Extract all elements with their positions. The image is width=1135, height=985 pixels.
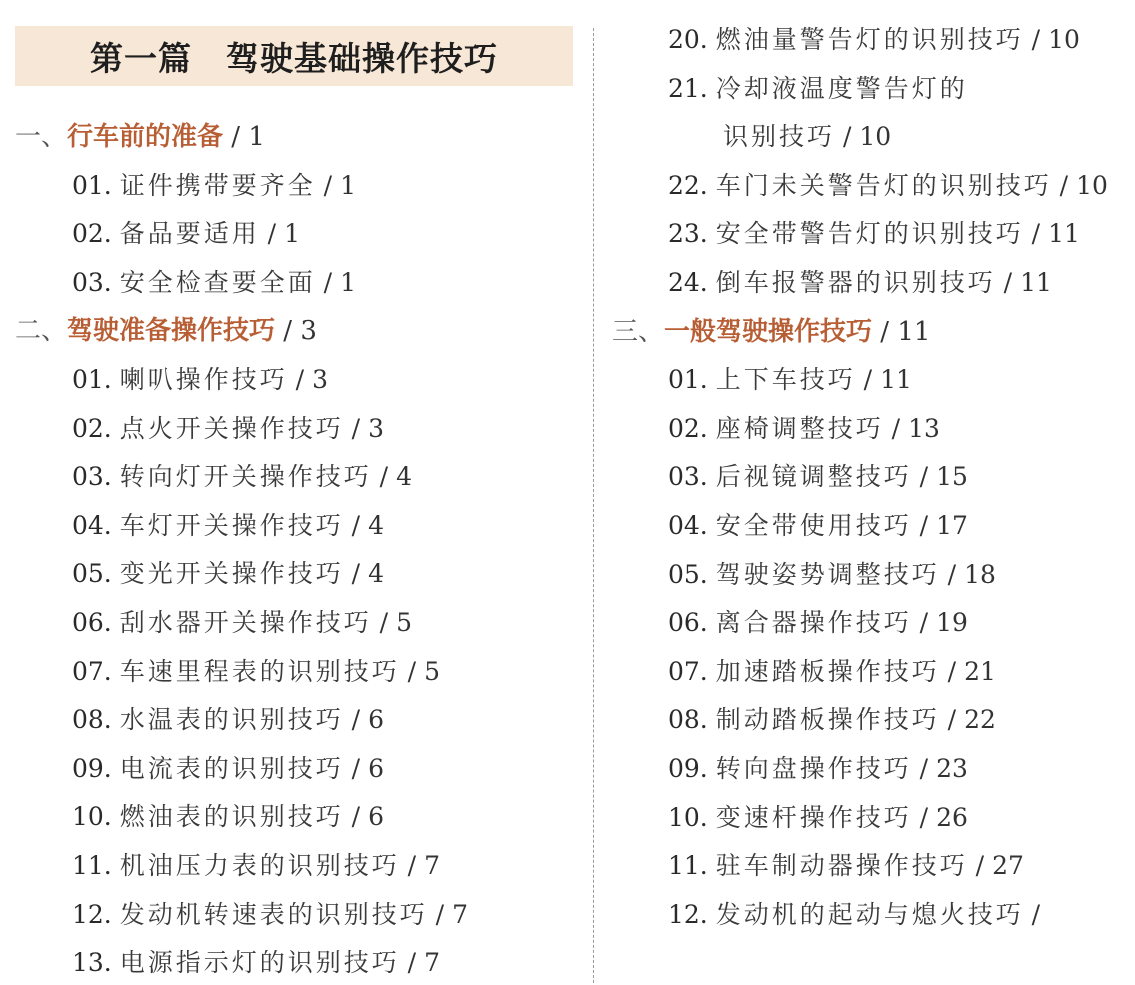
page-number: 10 <box>1076 170 1108 200</box>
entry-title: 备品要适用 <box>119 219 260 249</box>
toc-section <box>15 120 265 154</box>
page-separator: / <box>835 122 860 152</box>
page-number: 1 <box>248 122 265 152</box>
page-separator: / <box>315 170 341 200</box>
toc-entry <box>668 558 996 592</box>
part-title-banner <box>15 26 573 86</box>
page-number: 7 <box>452 899 468 929</box>
entry-number: 06. <box>72 608 120 637</box>
page-separator: / <box>911 608 937 638</box>
entry-number: 08. <box>668 705 716 735</box>
page-separator: / <box>371 462 397 492</box>
entry-title: 上下车技巧 <box>715 365 856 395</box>
entry-title: 后视镜调整技巧 <box>715 462 912 492</box>
page-separator: / <box>275 316 301 347</box>
entry-number: 05. <box>668 559 716 589</box>
entry-number: 13. <box>72 948 120 978</box>
page-number: 5 <box>396 608 412 637</box>
page-separator: / <box>1023 219 1049 249</box>
entry-number: 04. <box>72 510 120 540</box>
toc-entry <box>668 849 1024 883</box>
toc-entry <box>668 72 968 106</box>
entry-title: 转向盘操作技巧 <box>715 754 912 783</box>
entry-title: 驻车制动器操作技巧 <box>715 851 968 881</box>
entry-number: 07. <box>72 656 120 686</box>
page-number: 11 <box>897 316 931 347</box>
entry-title: 座椅调整技巧 <box>715 413 884 443</box>
page-number: 11 <box>1020 268 1052 297</box>
page-separator: / <box>343 753 369 783</box>
entry-number: 03. <box>668 462 716 492</box>
toc-entry <box>668 266 1052 300</box>
page-number: 17 <box>936 511 968 540</box>
page-separator: / <box>371 608 397 637</box>
toc-entry <box>668 898 1040 932</box>
page-number: 15 <box>936 462 968 492</box>
page-separator: / <box>399 948 425 978</box>
page-separator: / <box>343 510 369 540</box>
page-separator: / <box>1023 25 1049 54</box>
entry-number: 23. <box>668 219 716 249</box>
page-separator: / <box>343 802 369 832</box>
toc-entry <box>72 655 440 689</box>
page-number: 1 <box>340 267 356 297</box>
toc-entry <box>72 752 384 786</box>
page-separator: / <box>259 219 285 249</box>
entry-title: 驾驶姿势调整技巧 <box>715 559 940 589</box>
page-number: 7 <box>424 948 440 978</box>
entry-title: 安全带使用技巧 <box>715 511 912 540</box>
section-number: 三、 <box>612 316 665 347</box>
page-separator: / <box>1051 170 1077 200</box>
entry-number: 04. <box>668 511 716 540</box>
page-separator: / <box>287 365 313 394</box>
page-separator: / <box>343 705 369 735</box>
page-number: 22 <box>964 705 996 735</box>
toc-entry <box>668 606 968 640</box>
page-number: 1 <box>284 219 300 249</box>
toc-entry <box>668 509 968 543</box>
entry-title: 电源指示灯的识别技巧 <box>119 948 400 978</box>
section-number: 二、 <box>15 316 68 347</box>
entry-number: 10. <box>72 802 120 832</box>
entry-number: 02. <box>668 413 716 443</box>
entry-number: 11. <box>72 851 120 880</box>
page-number: 11 <box>880 365 912 395</box>
entry-title: 安全检查要全面 <box>119 267 316 297</box>
entry-title: 发动机转速表的识别技巧 <box>119 899 428 929</box>
entry-number: 10. <box>668 802 716 832</box>
entry-number: 08. <box>72 705 120 735</box>
entry-title: 车灯开关操作技巧 <box>119 510 344 540</box>
page-separator: / <box>883 413 909 443</box>
entry-title: 变速杆操作技巧 <box>715 802 912 832</box>
page-separator: / <box>939 705 965 735</box>
page-number: 4 <box>368 510 384 540</box>
page-number: 23 <box>936 754 968 783</box>
entry-number: 01. <box>72 365 120 394</box>
section-title: 一般驾驶操作技巧 <box>664 316 873 347</box>
entry-title: 发动机的起动与熄火技巧 <box>715 899 1024 929</box>
page-separator: / <box>223 122 249 152</box>
page-number: 13 <box>908 413 940 443</box>
page-number: 21 <box>964 656 996 686</box>
toc-entry <box>72 606 412 640</box>
page-number: 18 <box>964 559 996 589</box>
entry-title: 制动踏板操作技巧 <box>715 705 940 735</box>
entry-number: 09. <box>668 754 716 783</box>
entry-title: 转向灯开关操作技巧 <box>119 462 372 492</box>
toc-entry <box>72 363 328 397</box>
entry-title: 识别技巧 <box>723 122 836 152</box>
entry-number: 09. <box>72 753 120 783</box>
page-separator: / <box>343 413 369 443</box>
page-number: 4 <box>368 559 384 589</box>
page-separator: / <box>343 559 369 589</box>
page-separator: / <box>967 851 993 881</box>
page-number: 6 <box>368 802 384 832</box>
page-separator: / <box>939 656 965 686</box>
entry-title: 水温表的识别技巧 <box>119 705 344 735</box>
page-separator: / <box>872 316 898 347</box>
page-separator: / <box>315 267 341 297</box>
column-divider <box>593 28 594 983</box>
page-number: 3 <box>300 316 317 347</box>
toc-entry <box>668 801 968 835</box>
page-separator: / <box>427 899 453 929</box>
entry-number: 03. <box>72 267 120 297</box>
entry-title: 燃油表的识别技巧 <box>119 802 344 832</box>
section-title: 行车前的准备 <box>67 122 224 152</box>
page-separator: / <box>1023 899 1041 929</box>
page-number: 27 <box>992 851 1024 881</box>
page-separator: / <box>911 754 937 783</box>
entry-title: 离合器操作技巧 <box>715 608 912 638</box>
entry-number: 21. <box>668 73 716 103</box>
entry-number: 07. <box>668 656 716 686</box>
page-number: 10 <box>1048 25 1080 54</box>
page-separator: / <box>939 559 965 589</box>
toc-entry <box>668 460 968 494</box>
entry-number: 02. <box>72 413 120 443</box>
section-title: 驾驶准备操作技巧 <box>67 316 276 347</box>
toc-entry <box>668 412 940 446</box>
toc-entry <box>72 169 356 203</box>
entry-title: 喇叭操作技巧 <box>119 365 288 394</box>
toc-entry <box>72 703 384 737</box>
toc-entry <box>72 460 412 494</box>
part-title: 第一篇 驾驶基础操作技巧 <box>90 38 498 78</box>
entry-number: 22. <box>668 170 716 200</box>
entry-number: 06. <box>668 608 716 638</box>
page-number: 19 <box>936 608 968 638</box>
toc-entry <box>72 800 384 834</box>
toc-entry <box>668 217 1080 251</box>
entry-number: 24. <box>668 268 716 297</box>
entry-title: 加速踏板操作技巧 <box>715 656 940 686</box>
toc-entry <box>668 655 996 689</box>
toc-entry <box>72 509 384 543</box>
entry-title: 车门未关警告灯的识别技巧 <box>715 170 1052 200</box>
page-number: 7 <box>424 851 440 880</box>
page-number: 4 <box>396 462 412 492</box>
entry-number: 12. <box>668 899 716 929</box>
entry-number: 01. <box>668 365 716 395</box>
page-number: 3 <box>312 365 328 394</box>
page-separator: / <box>855 365 881 395</box>
toc-entry <box>668 23 1080 57</box>
entry-number: 02. <box>72 219 120 249</box>
entry-title: 燃油量警告灯的识别技巧 <box>715 25 1024 54</box>
page-separator: / <box>911 511 937 540</box>
entry-title: 电流表的识别技巧 <box>119 753 344 783</box>
page-separator: / <box>399 656 425 686</box>
page-number: 1 <box>340 170 356 200</box>
page-number: 6 <box>368 753 384 783</box>
entry-title: 点火开关操作技巧 <box>119 413 344 443</box>
toc-entry <box>72 412 384 446</box>
page-separator: / <box>911 802 937 832</box>
page-separator: / <box>995 268 1021 297</box>
entry-title: 刮水器开关操作技巧 <box>119 608 372 637</box>
entry-title: 安全带警告灯的识别技巧 <box>715 219 1024 249</box>
toc-entry <box>723 120 891 154</box>
toc-entry <box>668 703 996 737</box>
entry-title: 证件携带要齐全 <box>119 170 316 200</box>
section-number: 一、 <box>15 122 68 152</box>
page-number: 26 <box>936 802 968 832</box>
toc-entry <box>72 557 384 591</box>
page-number: 5 <box>424 656 440 686</box>
toc-entry <box>668 752 968 786</box>
entry-title: 冷却液温度警告灯的 <box>715 73 968 103</box>
page-number: 6 <box>368 705 384 735</box>
entry-number: 05. <box>72 559 120 589</box>
page-number: 11 <box>1048 219 1080 249</box>
toc-entry <box>72 266 356 300</box>
entry-number: 12. <box>72 899 120 929</box>
entry-number: 11. <box>668 851 716 881</box>
entry-number: 03. <box>72 462 120 492</box>
page-number: 10 <box>859 122 892 152</box>
toc-entry <box>72 898 468 932</box>
entry-number: 01. <box>72 170 120 200</box>
toc-entry <box>72 217 300 251</box>
page-number: 3 <box>368 413 384 443</box>
entry-title: 车速里程表的识别技巧 <box>119 656 400 686</box>
entry-title: 变光开关操作技巧 <box>119 559 344 589</box>
entry-number: 20. <box>668 25 716 54</box>
page-separator: / <box>399 851 425 880</box>
toc-entry <box>668 169 1108 203</box>
entry-title: 倒车报警器的识别技巧 <box>715 268 996 297</box>
toc-section <box>612 315 930 349</box>
toc-entry <box>72 946 440 980</box>
entry-title: 机油压力表的识别技巧 <box>119 851 400 880</box>
page-separator: / <box>911 462 937 492</box>
toc-section <box>15 314 317 348</box>
toc-entry <box>668 363 912 397</box>
toc-entry <box>72 849 440 883</box>
